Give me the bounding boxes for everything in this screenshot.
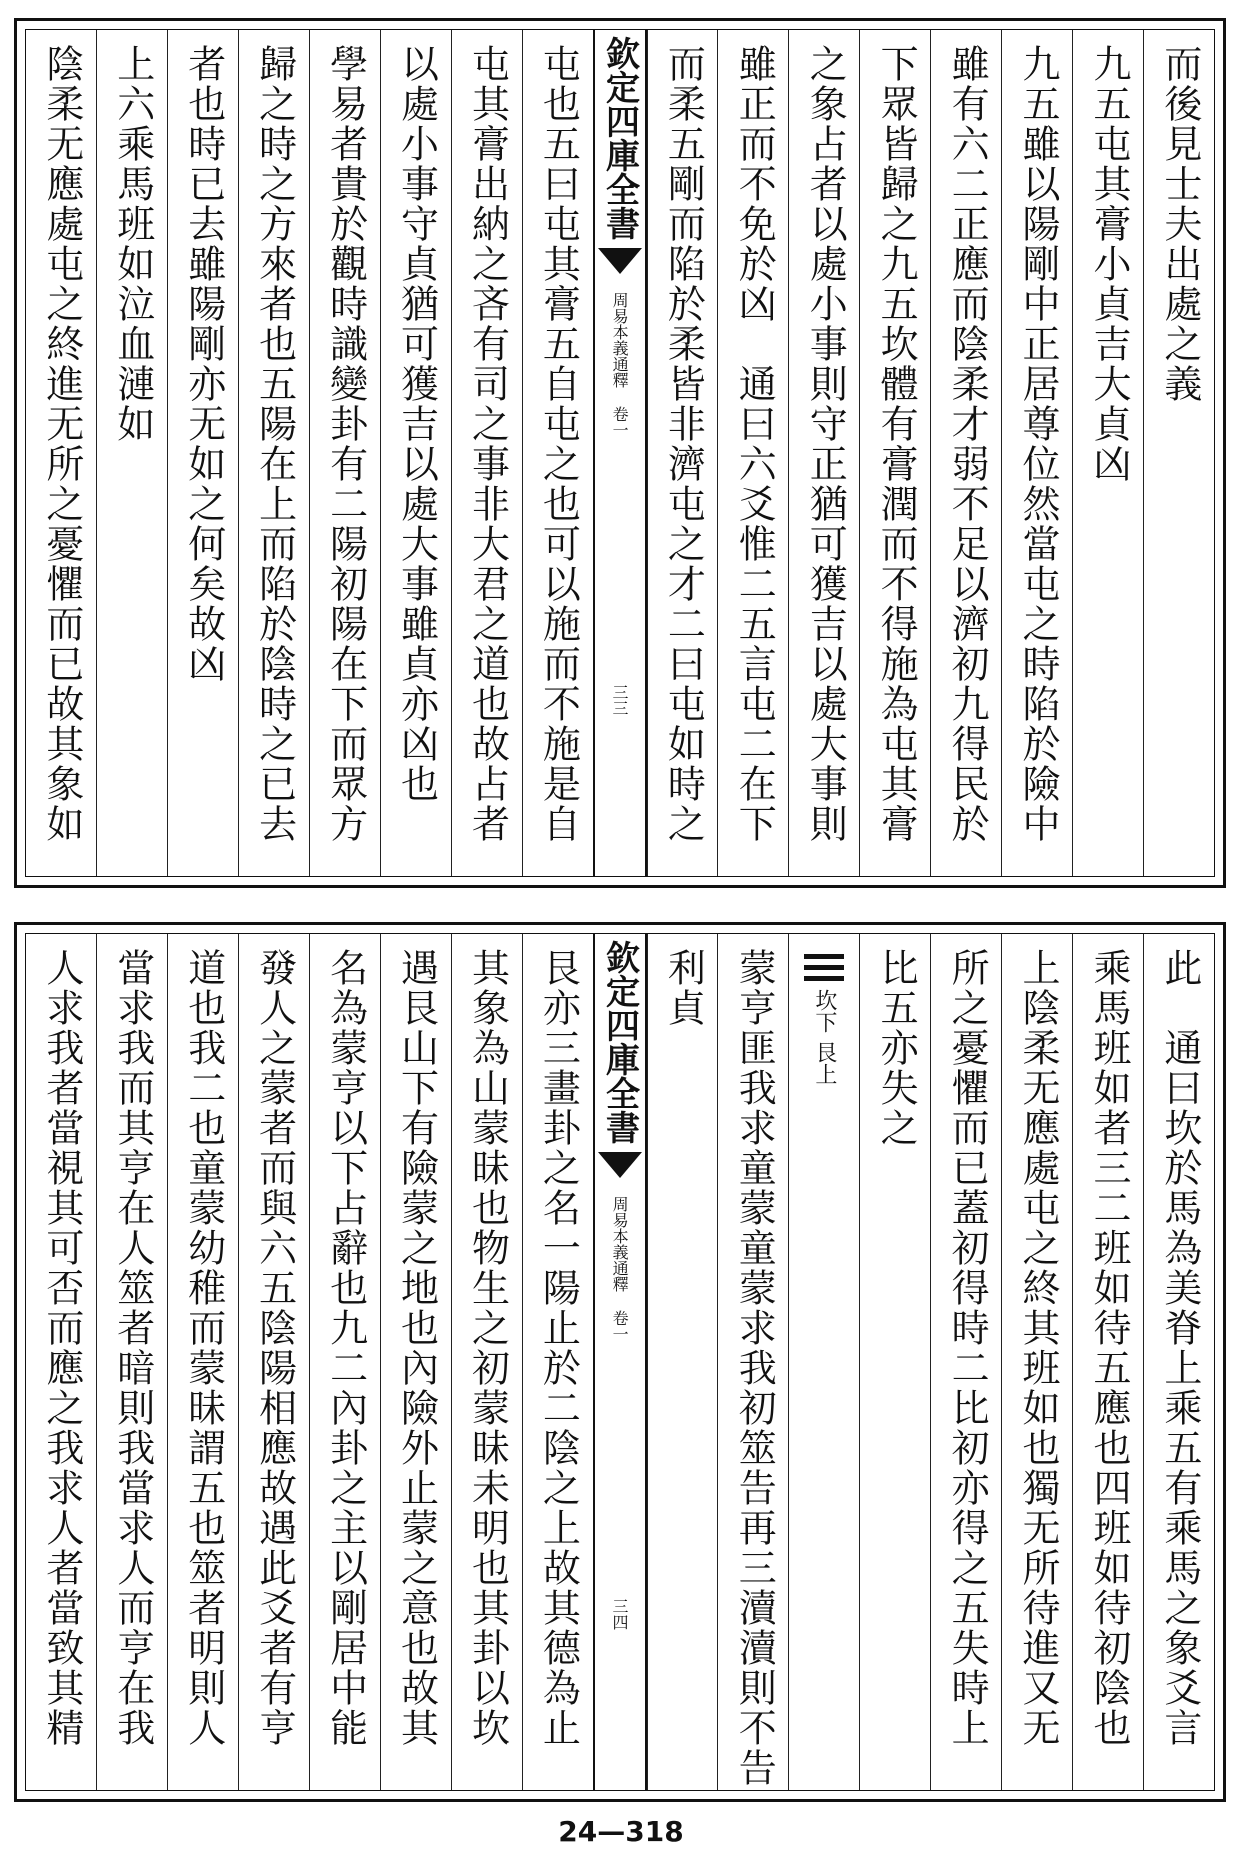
text-column [167, 30, 238, 876]
work-title: 周易本義通釋 [610, 1196, 630, 1292]
text-columns-bottom [26, 934, 1214, 1790]
column-text: 此 通曰坎於馬為美脊上乘五有乘馬之象爻言 [1157, 948, 1202, 1748]
text-column [238, 934, 309, 1790]
column-text: 當求我而其亨在人筮者暗則我當求人而亨在我 [110, 948, 155, 1748]
column-text: 遇艮山下有險蒙之地也內險外止蒙之意也故其 [394, 948, 439, 1748]
column-text: 屯也五曰屯其膏五自屯之也可以施而不施是自 [536, 44, 581, 844]
book-title: 欽定四庫全書 [599, 36, 640, 240]
text-column [1001, 30, 1072, 876]
hexagram-label: 坎下 [811, 989, 837, 1033]
column-text: 蒙亨匪我求童蒙童蒙求我初筮告再三瀆瀆則不告 [732, 948, 777, 1788]
fish-tail-mark [598, 248, 642, 274]
column-text: 上陰柔无應處屯之終其班如也獨无所待進又无 [1016, 948, 1060, 1748]
text-column [309, 30, 380, 876]
column-text: 所之憂懼而已蓋初得時二比初亦得之五失時上 [945, 948, 990, 1748]
center-meta [610, 1196, 629, 1292]
column-text: 發人之蒙者而與六五陰陽相應故遇此爻者有亨 [252, 948, 297, 1748]
column-text: 人求我者當視其可否而應之我求人者當致其精 [39, 948, 84, 1748]
text-column [380, 30, 451, 876]
column-text: 者也時已去雖陽剛亦无如之何矣故凶 [181, 44, 226, 684]
column-text: 學易者貴於觀時識變卦有二陽初陽在下而眾方 [323, 44, 368, 844]
column-text: 九五雖以陽剛中正居尊位然當屯之時陷於險中 [1016, 44, 1060, 844]
text-column [717, 30, 788, 876]
text-column [930, 30, 1001, 876]
center-fold-bottom [593, 934, 647, 1790]
text-column [1001, 934, 1072, 1790]
text-column [309, 934, 380, 1790]
column-text: 利貞 [661, 948, 706, 1028]
text-column [522, 30, 593, 876]
column-text: 歸之時之方來者也五陽在上而陷於陰時之已去 [252, 44, 297, 844]
column-text: 之象占者以處小事則守正猶可獲吉以處大事則 [803, 44, 848, 844]
book-title: 欽定四庫全書 [599, 940, 640, 1144]
text-columns-top [26, 30, 1214, 876]
center-meta [610, 292, 629, 388]
column-text: 上六乘馬班如泣血漣如 [110, 44, 155, 444]
column-text: 以處小事守貞猶可獲吉以處大事雖貞亦凶也 [394, 44, 439, 804]
text-column [238, 30, 309, 876]
column-text: 道也我二也童蒙幼稚而蒙昧謂五也筮者明則人 [181, 948, 226, 1748]
column-text: 雖正而不免於凶 通曰六爻惟二五言屯二在下 [732, 44, 777, 844]
text-column [96, 30, 167, 876]
center-fold-top [593, 30, 647, 876]
hexagram-column [788, 934, 859, 1790]
text-column [1143, 934, 1214, 1790]
page-panel-top [14, 18, 1226, 888]
fish-tail-mark [598, 1152, 642, 1178]
text-column [788, 30, 859, 876]
page-number: 三四 [610, 1598, 629, 1630]
text-column [26, 934, 96, 1790]
text-column [930, 934, 1001, 1790]
page-number: 三三 [610, 684, 629, 716]
page-panel-bottom [14, 922, 1226, 1802]
volume-label: 卷一 [610, 406, 630, 438]
text-column [96, 934, 167, 1790]
text-column [647, 30, 718, 876]
footer-page-code: 24—318 [558, 1815, 684, 1848]
work-title: 周易本義通釋 [610, 292, 630, 388]
text-column [451, 934, 522, 1790]
page-frame-bottom [25, 933, 1215, 1791]
column-text: 下眾皆歸之九五坎體有膏潤而不得施為屯其膏 [874, 44, 919, 844]
text-column [647, 934, 718, 1790]
column-text: 艮亦三畫卦之名一陽止於二陰之上故其德為止 [536, 948, 581, 1748]
column-text: 屯其膏出納之吝有司之事非大君之道也故占者 [465, 44, 510, 844]
column-text: 陰柔无應處屯之終進无所之憂懼而已故其象如 [39, 44, 84, 844]
column-text: 比五亦失之 [874, 948, 919, 1148]
column-text: 乘馬班如者三二班如待五應也四班如待初陰也 [1086, 948, 1131, 1748]
hexagram-icon [804, 954, 844, 981]
column-text: 九五屯其膏小貞吉大貞凶 [1086, 44, 1131, 484]
text-column [26, 30, 96, 876]
page-frame-top [25, 29, 1215, 877]
column-text: 而後見士夫出處之義 [1157, 44, 1202, 404]
column-text: 名為蒙亨以下占辭也九二內卦之主以剛居中能 [323, 948, 368, 1748]
volume-label: 卷一 [610, 1310, 630, 1342]
text-column [859, 934, 930, 1790]
column-text: 雖有六二正應而陰柔才弱不足以濟初九得民於 [945, 44, 990, 844]
text-column [1072, 30, 1143, 876]
text-column [1072, 934, 1143, 1790]
column-text: 而柔五剛而陷於柔皆非濟屯之才二曰屯如時之 [661, 44, 706, 844]
hexagram-label: 艮上 [811, 1041, 837, 1085]
text-column [522, 934, 593, 1790]
text-column [859, 30, 930, 876]
text-column [167, 934, 238, 1790]
text-column [717, 934, 788, 1790]
text-column [451, 30, 522, 876]
text-column [380, 934, 451, 1790]
column-text: 其象為山蒙昧也物生之初蒙昧未明也其卦以坎 [465, 948, 510, 1748]
text-column [1143, 30, 1214, 876]
